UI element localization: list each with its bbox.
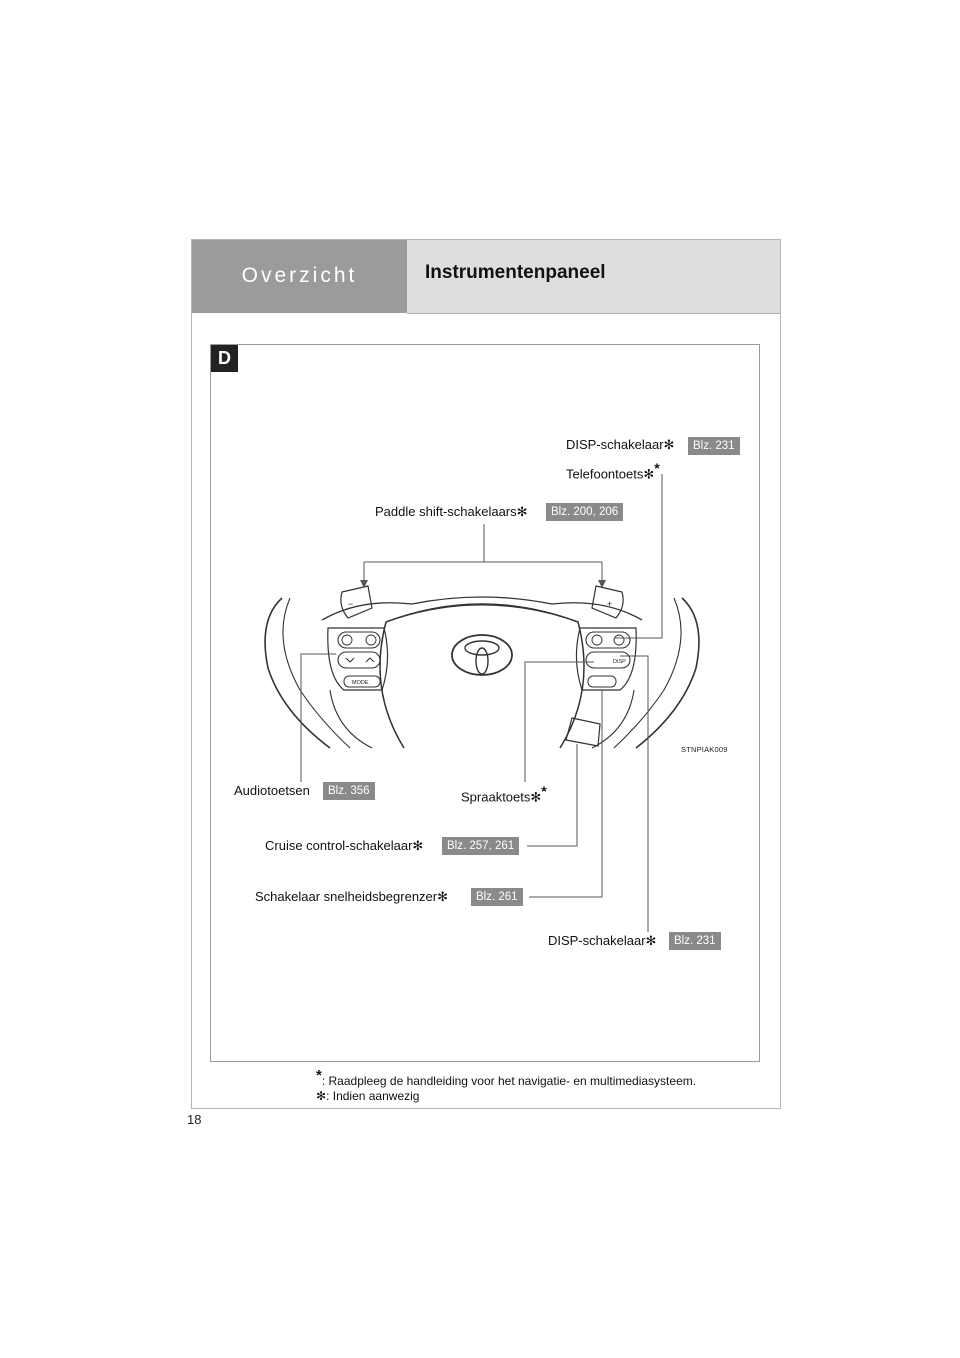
- paddle-minus-mark: −: [348, 599, 354, 609]
- footnote-star: [316, 1067, 696, 1088]
- ref-snelheid: Blz. 261: [471, 888, 523, 906]
- wheel-rim-right: [636, 598, 699, 748]
- label-spraak: [461, 783, 547, 805]
- leader-audio: [301, 654, 336, 782]
- label-disp-top-text: DISP-schakelaar: [566, 437, 664, 452]
- phone-button-group: [586, 632, 630, 648]
- availability-mark: ✻: [316, 1089, 327, 1103]
- footnote-availability-text: : Indien aanwezig: [326, 1089, 420, 1103]
- label-snelheid-text: Schakelaar snelheidsbegrenzer: [255, 889, 438, 904]
- label-paddle: [375, 504, 528, 520]
- availability-mark: ✻: [516, 504, 528, 519]
- page-number: 18: [187, 1112, 202, 1127]
- ref-disp-top: Blz. 231: [688, 437, 740, 455]
- availability-mark: ✻: [645, 933, 657, 948]
- label-audio: [234, 783, 310, 798]
- label-telefoon: [566, 460, 660, 482]
- footnote-star-text: : Raadpleeg de handleiding voor het navigatie- en multimediasysteem.: [321, 1074, 697, 1088]
- disp-button-label: DISP: [613, 659, 626, 665]
- wheel-rim-left: [265, 598, 330, 748]
- footnote-availability: [316, 1089, 419, 1103]
- ref-disp-bottom: Blz. 231: [669, 932, 721, 950]
- section-title: Overzicht: [241, 264, 358, 287]
- section-letter-badge: D: [211, 345, 238, 372]
- speed-limiter-button: [588, 676, 616, 687]
- label-telefoon-text: Telefoontoets: [566, 466, 644, 482]
- paddle-plus-mark: +: [607, 599, 613, 609]
- ref-audio: Blz. 356: [323, 782, 375, 800]
- availability-mark: ✻: [530, 789, 542, 805]
- audio-volume-button: [338, 632, 380, 648]
- wheel-rim-inner-left: [283, 598, 350, 748]
- label-disp-top: [566, 437, 674, 453]
- label-disp-bottom-text: DISP-schakelaar: [548, 933, 646, 948]
- availability-mark: ✻: [663, 437, 675, 452]
- label-spraak-text: Spraaktoets: [461, 789, 531, 805]
- right-spoke: [576, 628, 636, 690]
- airbag-pad: [380, 604, 584, 748]
- label-cruise: [265, 838, 423, 854]
- availability-mark: ✻: [437, 889, 449, 904]
- availability-mark: ✻: [412, 838, 424, 853]
- label-snelheid: [255, 889, 448, 905]
- label-paddle-text: Paddle shift-schakelaars: [375, 504, 517, 519]
- paddle-left: [341, 586, 372, 618]
- page-title: Instrumentenpaneel: [425, 262, 606, 283]
- ref-paddle: Blz. 200, 206: [546, 503, 623, 521]
- star-mark: *: [316, 1067, 322, 1084]
- label-audio-text: Audiotoetsen: [234, 783, 310, 798]
- star-mark: *: [541, 783, 547, 799]
- cruise-control-stalk: [566, 718, 600, 746]
- mode-button-label: MODE: [352, 680, 369, 686]
- audio-seek-button: [338, 652, 380, 668]
- availability-mark: ✻: [643, 466, 655, 482]
- star-mark: *: [654, 460, 660, 476]
- ref-cruise: Blz. 257, 261: [442, 837, 519, 855]
- leader-paddle: [364, 524, 602, 586]
- leader-disp-top: [614, 474, 662, 638]
- leader-disp-bottom: [620, 656, 648, 932]
- label-disp-bottom: [548, 933, 656, 949]
- illustration-code: STNPIAK009: [681, 745, 728, 754]
- label-cruise-text: Cruise control-schakelaar: [265, 838, 413, 853]
